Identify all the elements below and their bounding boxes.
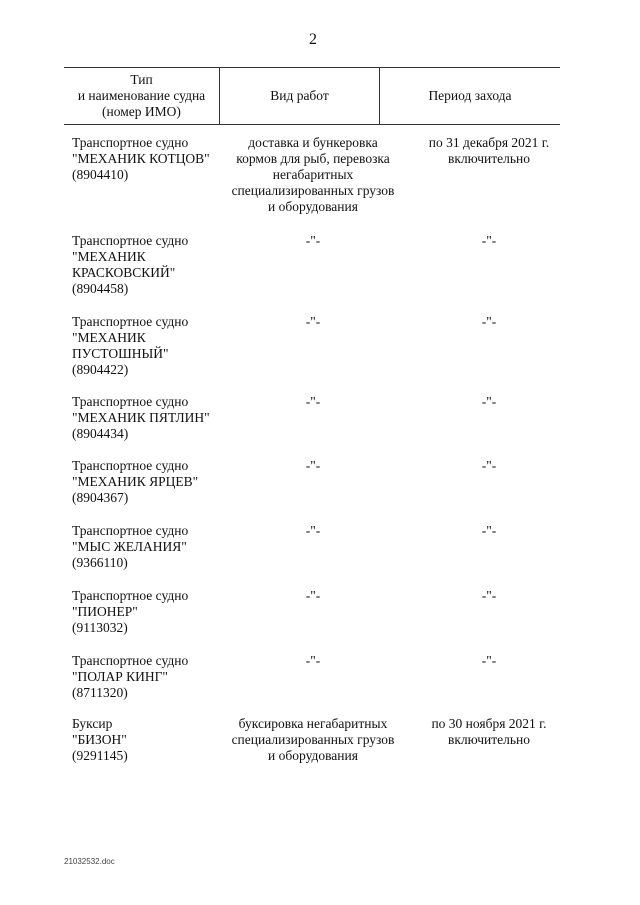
- table-header: [64, 67, 560, 125]
- period-cell: по 30 ноября 2021 г. включительно: [431, 716, 547, 747]
- vessel-name-cell: Транспортное судно "МЫС ЖЕЛАНИЯ" (9366110): [72, 523, 189, 570]
- vessel-name-cell: Транспортное судно "МЕХАНИК ЯРЦЕВ" (8904367): [72, 458, 199, 505]
- document-file-code: 21032532.doc: [64, 857, 115, 866]
- vessel-name-cell: Транспортное судно "МЕХАНИК ПЯТЛИН" (8904434): [72, 394, 210, 441]
- header-entry-period: Период захода: [428, 88, 512, 103]
- work-type-cell: -"-: [305, 314, 321, 329]
- vessel-name-cell: Буксир "БИЗОН" (9291145): [72, 716, 128, 763]
- vessel-name-cell: Транспортное судно "ПОЛАР КИНГ" (8711320): [72, 653, 189, 700]
- page-number: 2: [309, 31, 317, 48]
- header-vessel-type-name: Тип и наименование судна (номер ИМО): [64, 68, 220, 124]
- work-type-cell: -"-: [305, 394, 321, 409]
- work-type-cell: -"-: [305, 523, 321, 538]
- period-cell: -"-: [481, 653, 497, 668]
- vessel-name-cell: Транспортное судно "МЕХАНИК ПУСТОШНЫЙ" (8904422): [72, 314, 189, 377]
- period-cell: -"-: [481, 394, 497, 409]
- work-type-cell: доставка и бункеровка кормов для рыб, перевозка негабаритных специализированных грузов и оборудования: [231, 135, 395, 214]
- period-cell: -"-: [481, 458, 497, 473]
- period-cell: -"-: [481, 588, 497, 603]
- period-cell: -"-: [481, 523, 497, 538]
- work-type-cell: буксировка негабаритных специализированных грузов и оборудования: [231, 716, 395, 763]
- header-work-type: Вид работ: [220, 68, 380, 124]
- work-type-cell: -"-: [305, 233, 321, 248]
- period-cell: -"-: [481, 314, 497, 329]
- work-type-cell: -"-: [305, 653, 321, 668]
- vessel-name-cell: Транспортное судно "МЕХАНИК КОТЦОВ" (8904410): [72, 135, 210, 182]
- vessel-name-cell: Транспортное судно "МЕХАНИК КРАСКОВСКИЙ" (8904458): [72, 233, 189, 296]
- period-cell: по 31 декабря 2021 г. включительно: [428, 135, 550, 166]
- period-cell: -"-: [481, 233, 497, 248]
- work-type-cell: -"-: [305, 588, 321, 603]
- work-type-cell: -"-: [305, 458, 321, 473]
- vessel-name-cell: Транспортное судно "ПИОНЕР" (9113032): [72, 588, 189, 635]
